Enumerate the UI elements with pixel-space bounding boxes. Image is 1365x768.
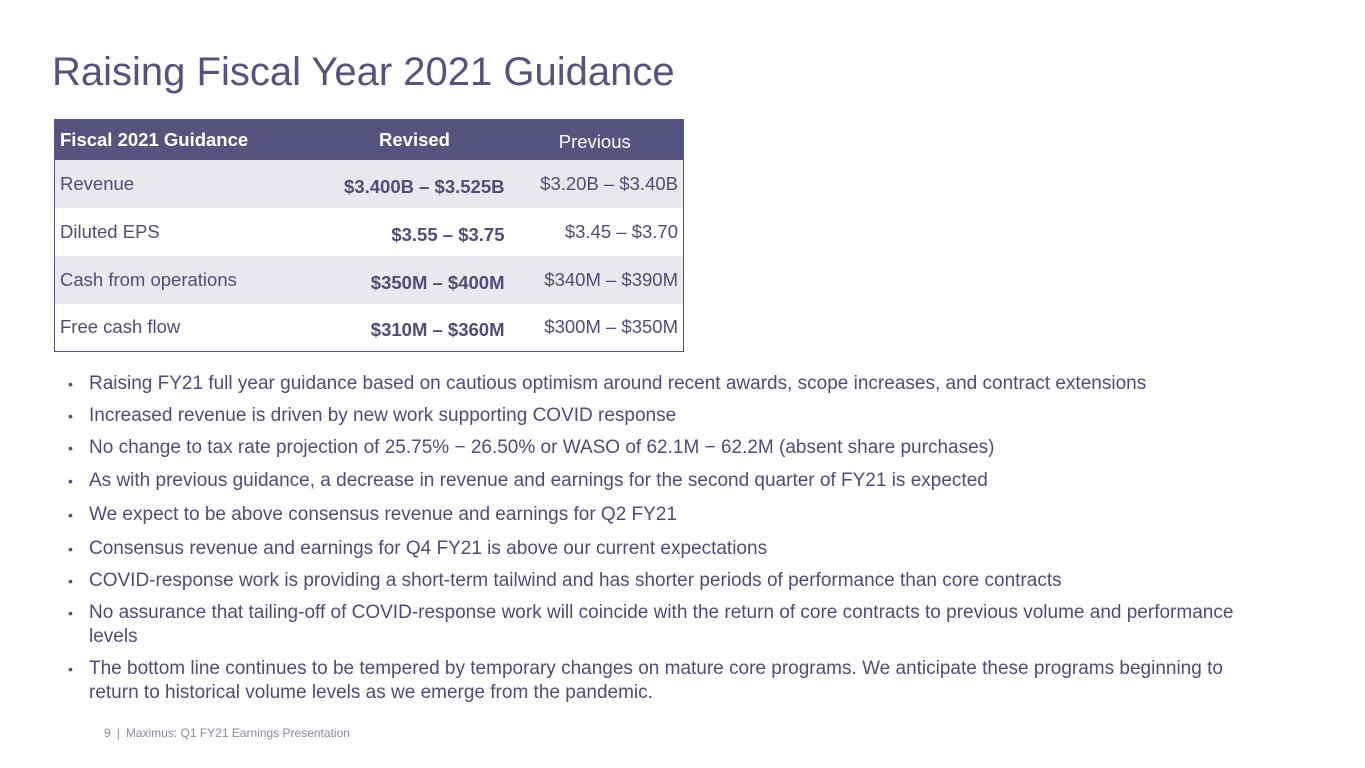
header-previous: Previous <box>507 120 684 160</box>
table-row <box>55 256 684 304</box>
list-item <box>68 503 1248 527</box>
row-label: Revenue <box>55 160 323 208</box>
footer-separator: | <box>116 726 120 740</box>
previous-value: $300M – $350M <box>507 304 684 352</box>
list-item <box>68 469 1248 493</box>
table-header-row <box>55 120 684 160</box>
bullet-marker: • <box>68 408 73 424</box>
bullet-marker: • <box>68 507 73 523</box>
slide-title: Raising Fiscal Year 2021 Guidance <box>52 50 675 94</box>
list-item <box>68 569 1248 593</box>
revised-value: $3.400B – $3.525B <box>323 160 507 208</box>
page-number: 9 <box>104 726 111 740</box>
header-guidance: Fiscal 2021 Guidance <box>55 120 323 160</box>
row-label: Diluted EPS <box>55 208 323 256</box>
row-label: Cash from operations <box>55 256 323 304</box>
table-row <box>55 160 684 208</box>
bullet-marker: • <box>68 541 73 557</box>
list-item <box>68 404 1248 428</box>
revised-value: $350M – $400M <box>323 256 507 304</box>
row-label: Free cash flow <box>55 304 323 352</box>
table-row <box>55 208 684 256</box>
bullet-text: Consensus revenue and earnings for Q4 FY21 is above our current expectations <box>89 538 768 559</box>
bullet-text: No assurance that tailing-off of COVID-response work will coincide with the return of core contracts to previous volume and performance levels <box>89 602 1234 647</box>
list-item <box>68 601 1248 649</box>
previous-value: $3.20B – $3.40B <box>507 160 684 208</box>
bullet-text: No change to tax rate projection of 25.75% − 26.50% or WASO of 62.1M − 62.2M (absent share purchases) <box>89 437 995 458</box>
bullet-marker: • <box>68 661 73 677</box>
bullet-marker: • <box>68 573 73 589</box>
list-item <box>68 657 1248 705</box>
list-item <box>68 436 1248 460</box>
bullet-marker: • <box>68 473 73 489</box>
bullet-marker: • <box>68 440 73 456</box>
bullet-marker: • <box>68 605 73 621</box>
table-row <box>55 304 684 352</box>
list-item <box>68 537 1248 561</box>
bullet-text: The bottom line continues to be tempered by temporary changes on mature core programs. We anticipate these programs beginning to return to historical volume levels as we emerge from the pandemic. <box>89 658 1223 703</box>
revised-value: $310M – $360M <box>323 304 507 352</box>
previous-value: $3.45 – $3.70 <box>507 208 684 256</box>
bullet-text: As with previous guidance, a decrease in revenue and earnings for the second quarter of FY21 is expected <box>89 470 988 491</box>
bullet-list <box>68 372 1248 705</box>
previous-value: $340M – $390M <box>507 256 684 304</box>
footer-text: Maximus: Q1 FY21 Earnings Presentation <box>125 726 350 740</box>
slide-footer <box>104 726 350 740</box>
bullet-marker: • <box>68 376 73 392</box>
bullet-text: We expect to be above consensus revenue and earnings for Q2 FY21 <box>89 504 677 525</box>
revised-value: $3.55 – $3.75 <box>323 208 507 256</box>
guidance-table <box>54 119 684 352</box>
bullet-text: COVID-response work is providing a short-term tailwind and has shorter periods of performance than core contracts <box>89 570 1062 591</box>
bullet-text: Increased revenue is driven by new work supporting COVID response <box>89 405 677 426</box>
bullet-text: Raising FY21 full year guidance based on cautious optimism around recent awards, scope increases, and contract extensions <box>89 373 1147 394</box>
list-item <box>68 372 1248 396</box>
header-revised: Revised <box>323 120 507 160</box>
